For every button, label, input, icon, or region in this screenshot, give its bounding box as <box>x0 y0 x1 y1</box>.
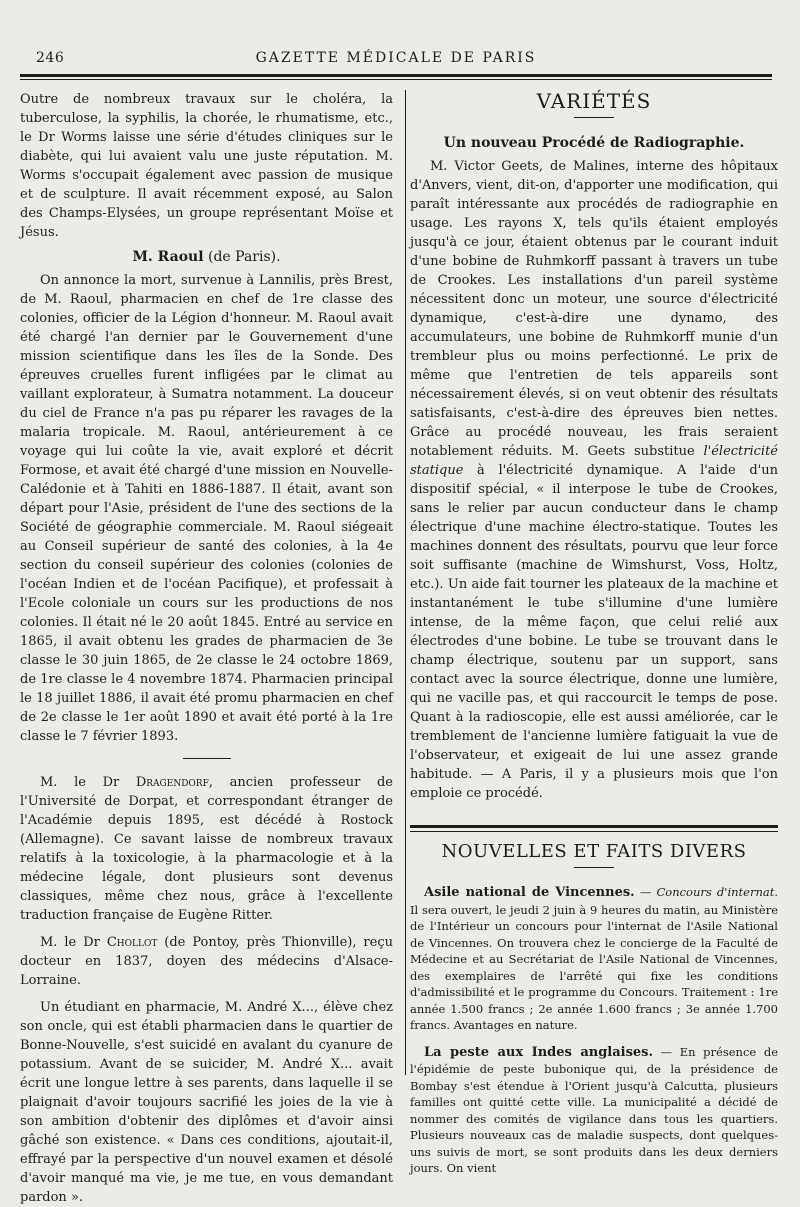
news-text-peste: En présence de l'épidémie de peste bubonique qui, de la présidence de Bombay s'est étendue à l'Orient jusqu'à Calcutta, plusieurs familles ont quitté cette ville. La municipalité a décidé de nommer des comités de vigilance dans tous les quartiers. Plusieurs nouveaux cas de maladie suspects, dont quelques-uns suivis de mort, se sont produits dans les deux derniers jours. On vient <box>410 1044 778 1175</box>
dragendorf-name: Dragendorf <box>135 775 209 790</box>
raoul-name: M. Raoul <box>132 249 204 265</box>
radiographie-text-a: M. Victor Geets, de Malines, interne des hôpitaux d'Anvers, vient, dit-on, d'apporter une modification, qui paraît intéressante aux procédés de radiographie en usage. Les rayons X, tels qu'ils étaient employés jusqu'à ce jour, étaient obtenus par le courant induit d'une bobine de Ruhmkorff passant à travers un tube de Crookes. Les installations d'un pareil système nécessitent donc un moteur, une source d'électricité dynamique, c'est-à-dire une dynamo, des accumulateurs, une bobine de Ruhmkorff munie d'un trembleur plus ou moins perfectionné. Le prix de même que l'entretien de tels appareils sont nécessairement élevés, si on veut obtenir des résultats satisfaisants, c'est-à-dire des épreuves bien nettes. Grâce au procédé nouveau, les frais seraient notablement réduits. M. Geets substitue <box>410 159 778 459</box>
raoul-heading <box>20 248 393 267</box>
radiographie-text-b: à l'électricité dynamique. A l'aide d'un dispositif spécial, « il interpose le tube de Crookes, sans le relier par aucun conducteur dans le champ électrique d'une machine électro-statique. Toutes les machines donnent des résultats, pourvu que leur force soit suffisante (machine de Wimshurst, Voss, Holtz, etc.). Un aide fait tourner les plateaux de la machine et instantanément le tube s'illumine d'une lumière intense, de la même façon, que celui relié aux électrodes d'une bobine. Le tube se trouvant dans le champ électrique, soutenu par un support, sans contact avec la source électrique, donne une lumière, qui ne vacille pas, et qui raccourcit le temps de pose. Quant à la radioscopie, elle est aussi améliorée, car le tremblement de l'ancienne lumière fatiguait la vue de l'observateur, et exigeait de lui une assez grande habitude. — A Paris, il y a plusieurs mois que l'on emploie ce procédé. <box>410 463 778 801</box>
chollot-text: (de Pontoy, près Thionville), reçu docteur en 1837, doyen des médecins d'Alsace-Lorraine. <box>20 935 393 988</box>
dragendorf-prefix: M. le Dr <box>40 775 136 790</box>
chollot-paragraph <box>20 933 393 990</box>
news-title-vincennes: Asile national de Vincennes. <box>424 885 635 900</box>
section-separator <box>183 758 231 759</box>
raoul-place: (de Paris). <box>203 249 281 265</box>
left-column <box>20 90 393 1207</box>
journal-title: GAZETTE MÉDICALE DE PARIS <box>255 50 537 66</box>
dragendorf-paragraph <box>20 773 393 925</box>
page-number: 246 <box>36 50 65 66</box>
right-column <box>410 88 778 1177</box>
news-text-vincennes: Il sera ouvert, le jeudi 2 juin à 9 heures du matin, au Ministère de l'Intérieur un concours pour l'internat de l'Asile National de Vincennes. On trouvera chez le concierge de la Faculté de Médecine et au Secrétariat de l'Asile National de Vincennes, des exemplaires de l'arrêté qui fixe les conditions d'admissibilité et le programme du Concours. Traitement : 1re année 1.500 francs ; 2e année 1.600 francs ; 3e année 1.700 francs. Avantages en nature. <box>410 902 778 1032</box>
section-double-rule <box>410 825 778 828</box>
news-heading: NOUVELLES ET FAITS DIVERS <box>441 841 747 862</box>
dragendorf-text: , ancien professeur de l'Université de Dorpat, et correspondant étranger de l'Académie depuis 1895, est décédé à Rostock (Allemagne). Ce savant laisse de nombreux travaux relatifs à la toxicologie, à la pharmacologie et à la médecine légale, dont plusieurs sont devenus classiques, même chez nous, grâce à l'excellente traduction française de Eugène Ritter. <box>20 775 393 923</box>
header-rule-thin <box>20 79 772 80</box>
header-rule <box>20 74 772 77</box>
varietes-rule <box>574 117 614 118</box>
news-list <box>410 884 778 1177</box>
news-item-peste: La peste aux Indes anglaises. — En présence de l'épidémie de peste bubonique qui, de la présidence de Bombay s'est étendue à l'Orient jusqu'à Calcutta, plusieurs familles ont quitté cette ville. La municipalité a décidé de nommer des comités de vigilance dans tous les quartiers. Plusieurs nouveaux cas de maladie suspects, dont quelques-uns suivis de mort, se sont produits dans les deux derniers jours. On vient <box>410 1044 778 1175</box>
varietes-heading: VARIÉTÉS <box>536 89 652 113</box>
chollot-name: Chollot <box>106 935 158 950</box>
raoul-paragraph: On annonce la mort, survenue à Lannilis, près Brest, de M. Raoul, pharmacien en chef de 1re classe des colonies, officier de la Légion d'honneur. M. Raoul avait été chargé l'an dernier par le Gouvernement d'une mission scientifique dans les îles de la Sonde. Des épreuves cruelles furent infligées par le climat au vaillant explorateur, à Sumatra notamment. La douceur du ciel de France n'a pas pu réparer les ravages de la malaria tropicale. M. Raoul, antérieurement à ce voyage qui lui coûte la vie, avait exploré et décrit Formose, et avait été chargé d'une mission en Nouvelle-Calédonie et à Tahiti en 1886-1887. Il était, avant son départ pour l'Asie, président de l'une des sections de la Société de géographie commerciale. M. Raoul siégeait au Conseil supérieur de santé des colonies, à la 4e section du conseil supérieur des colonies (colonies de l'océan Indien et de l'océan Pacifique), et professait à l'Ecole coloniale un cours sur les productions de nos colonies. Il était né le 20 août 1845. Entré au service en 1865, il avait obtenu les grades de pharmacien de 3e classe le 30 juin 1865, de 2e classe le 24 octobre 1869, de 1re classe le 4 novembre 1874. Pharmacien principal le 18 juillet 1886, il avait été promu pharmacien en chef de 2e classe le 1er août 1890 et avait été porté à la 1re classe le 7 février 1893. <box>20 273 393 744</box>
radiographie-title: Un nouveau Procédé de Radiographie. <box>443 135 745 151</box>
news-subtitle-vincennes: Concours d'internat. <box>656 885 778 899</box>
chollot-prefix: M. le Dr <box>40 935 107 950</box>
radiographie-paragraph <box>410 157 778 803</box>
worms-paragraph: Outre de nombreux travaux sur le choléra, la tuberculose, la syphilis, la chorée, le rhumatisme, etc., le Dr Worms laisse une série d'études cliniques sur le diabète, qui lui avaient valu une juste réputation. M. Worms s'occupait également avec passion de musique et de sculpture. Il avait récemment exposé, au Salon des Champs-Elysées, un groupe représentant Moïse et Jésus. <box>20 92 393 240</box>
news-title-peste: La peste aux Indes anglaises. <box>424 1044 654 1060</box>
radiographie-italic: l'électricité statique <box>410 444 778 478</box>
column-divider <box>405 90 406 1075</box>
student-paragraph: Un étudiant en pharmacie, M. André X..., élève chez son oncle, qui est établi pharmacien dans le quartier de Bonne-Nouvelle, s'est suicidé en avalant du cyanure de potassium. Avant de se suicider, M. André X... avait écrit une longue lettre à ses parents, dans laquelle il se plaignait d'avoir toujours sacrifié les joies de la vie à son ambition d'obtenir des diplômes et d'avoir ainsi gâché son existence. « Dans ces conditions, ajoutait-il, effrayé par la perspective d'un nouvel examen et désolé d'avoir manqué ma vie, je me tue, en vous demandant pardon ». <box>20 1000 393 1205</box>
news-rule <box>574 867 614 868</box>
page-header <box>20 44 772 74</box>
section-double-rule-thin <box>410 831 778 832</box>
news-item-vincennes: Asile national de Vincennes. — Concours d'internat. Il sera ouvert, le jeudi 2 juin à 9 heures du matin, au Ministère de l'Intérieur un concours pour l'internat de l'Asile National de Vincennes. On trouvera chez le concierge de la Faculté de Médecine et au Secrétariat de l'Asile National de Vincennes, des exemplaires de l'arrêté qui fixe les conditions d'admissibilité et le programme du Concours. Traitement : 1re année 1.500 francs ; 2e année 1.600 francs ; 3e année 1.700 francs. Avantages en nature. <box>410 885 778 1032</box>
